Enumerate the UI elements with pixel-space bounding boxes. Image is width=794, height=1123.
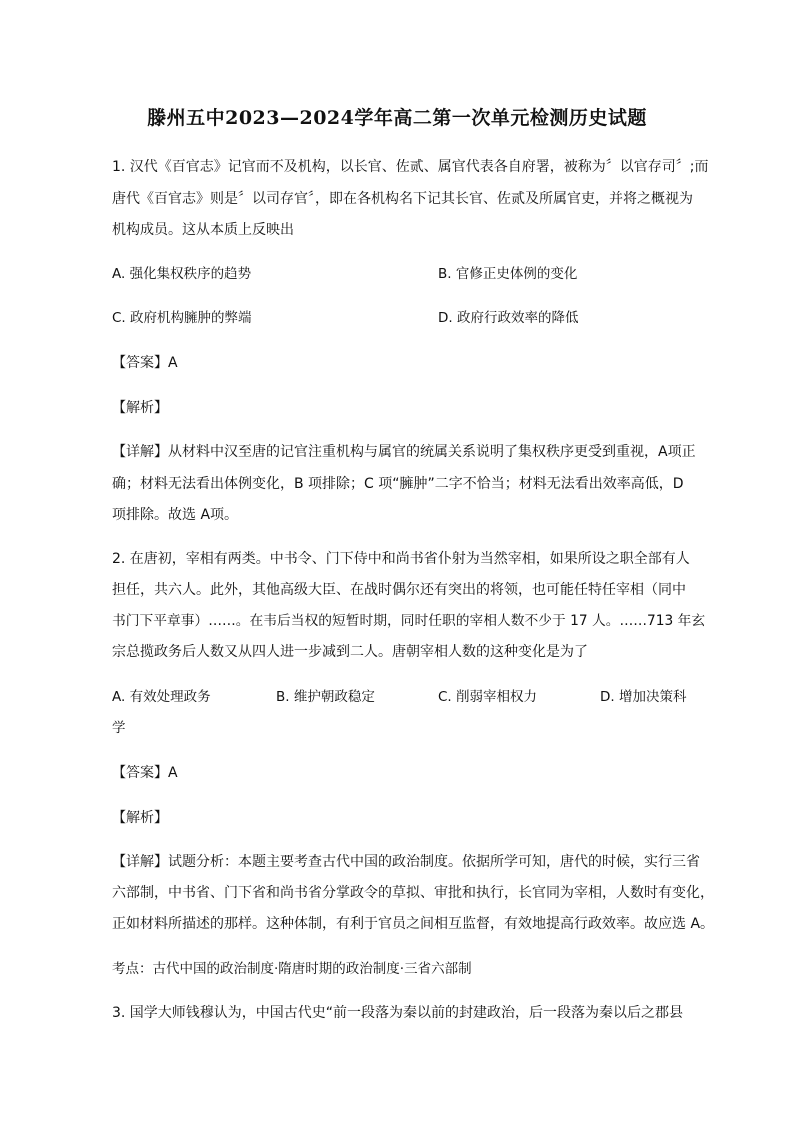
q2-stem-line-1: 2. 在唐初，宰相有两类。中书令、门下侍中和尚书省仆射为当然宰相，如果所设之职全部有人: [112, 551, 690, 567]
q1-option-b: B. 官修正史体例的变化: [438, 266, 578, 282]
q1-detail-line-1: 【详解】从材料中汉至唐的记官注重机构与属官的统属关系说明了集权秩序更受到重视，A项正: [112, 444, 696, 460]
q1-detail-line-3: 项排除。故选 A项。: [112, 507, 239, 523]
q1-option-c: C. 政府机构臃肿的弊端: [112, 310, 252, 326]
q2-detail-line-1: 【详解】试题分析：本题主要考查古代中国的政治制度。依据所学可知，唐代的时候，实行三省: [112, 854, 700, 870]
q1-stem-line-3: 机构成员。这从本质上反映出: [112, 222, 294, 238]
page-title: 滕州五中2023—2024学年高二第一次单元检测历史试题: [147, 107, 647, 129]
q2-detail-line-2: 六部制，中书省、门下省和尚书省分掌政令的草拟、审批和执行，长官同为宰相，人数时有变化，: [112, 885, 714, 901]
q1-option-a: A. 强化集权秩序的趋势: [112, 266, 252, 282]
q1-option-d: D. 政府行政效率的降低: [438, 310, 579, 326]
q3-stem-line-1: 3. 国学大师钱穆认为，中国古代史“前一段落为秦以前的封建政治，后一段落为秦以后之郡县: [112, 1005, 684, 1021]
q1-answer: 【答案】A: [112, 355, 178, 371]
q1-analysis-heading: 【解析】: [112, 400, 168, 416]
q2-stem-line-3: 书门下平章事）……。在韦后当权的短暂时期，同时任职的宰相人数不少于 17 人。……713 年玄: [112, 613, 706, 629]
q1-detail-line-2: 确；材料无法看出体例变化，B 项排除；C 项“臃肿”二字不恰当；材料无法看出效率高低，D: [112, 476, 684, 492]
q1-stem-line-2: 唐代《百官志》则是〞以司存官〞，即在各机构名下记其长官、佐贰及所属官吏，并将之概视为: [112, 191, 693, 207]
q2-answer: 【答案】A: [112, 765, 178, 781]
q2-option-b: B. 维护朝政稳定: [276, 689, 375, 705]
q2-analysis-heading: 【解析】: [112, 810, 168, 826]
q2-knowledge-point: 考点：古代中国的政治制度·隋唐时期的政治制度·三省六部制: [112, 961, 472, 977]
q2-detail-line-3: 正如材料所描述的那样。这种体制，有利于官员之间相互监督，有效地提高行政效率。故应选 A。: [112, 916, 715, 932]
q1-stem-line-1: 1. 汉代《百官志》记官而不及机构，以长官、佐贰、属官代表各自府署，被称为〞以官存司〞;而: [112, 159, 709, 175]
q2-stem-line-4: 宗总揽政务后人数又从四人进一步减到二人。唐朝宰相人数的这种变化是为了: [112, 644, 588, 660]
q2-stem-line-2: 担任，共六人。此外，其他高级大臣、在战时偶尔还有突出的将领，也可能任特任宰相（同中: [112, 582, 686, 598]
q2-option-d-continued: 学: [112, 720, 126, 736]
q2-option-c: C. 削弱宰相权力: [438, 689, 538, 705]
q2-option-a: A. 有效处理政务: [112, 689, 211, 705]
q2-option-d: D. 增加决策科: [600, 689, 687, 705]
